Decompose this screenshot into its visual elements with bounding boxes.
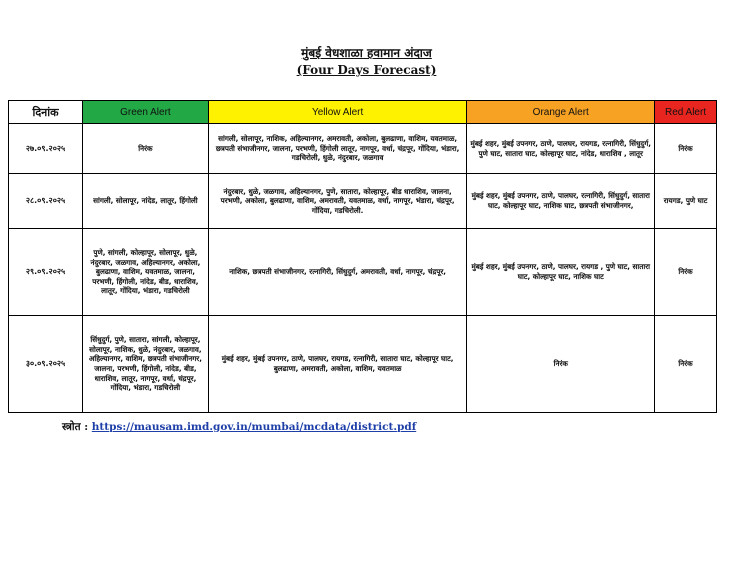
orange-alert-cell: निरंक [467, 316, 655, 413]
red-alert-cell: निरंक [655, 124, 717, 174]
date-cell: २८.०९.२०२५ [9, 174, 83, 229]
table-row [9, 316, 717, 413]
page-title: मुंबई वेधशाळा हवामान अंदाज [301, 46, 432, 60]
yellow-alert-cell: नंदुरबार, धुळे, जळगाव, अहिल्यानगर, पुणे, सातारा, कोल्हापूर, बीड धाराशिव, जालना, परभणी, अकोला, बुलढाणा, वाशिम, अमरावती, यवतमाळ, वर्धा, नागपूर, भंडारा, चंद्रपूर, गोंदिया, गडचिरोली. [208, 174, 467, 229]
date-cell: २७.०९.२०२५ [9, 124, 83, 174]
green-alert-cell: सिंधुदुर्ग, पुणे, सातारा, सांगली, कोल्हापूर, सोलापूर, नाशिक, धुळे, नंदुरबार, जळगाव, अहिल्यानगर, वाशिम, छत्रपती संभाजीनगर, जालना, परभणी, हिंगोली, नांदेड, बीड, धाराशिव, लातूर, नागपूर, वर्धा, चंद्रपूर, गोंदिया, भंडारा, गडचिरोली [83, 316, 209, 413]
green-alert-cell: सांगली, सोलापूर, नांदेड, लातूर, हिंगोली [83, 174, 209, 229]
source-label: स्त्रोत : [62, 421, 89, 433]
green-alert-cell: निरंक [83, 124, 209, 174]
header-yellow-alert: Yellow Alert [208, 101, 467, 124]
page-subtitle: (Four Days Forecast) [296, 63, 437, 77]
forecast-table [8, 100, 717, 413]
red-alert-cell: निरंक [655, 229, 717, 316]
orange-alert-cell: मुंबई शहर, मुंबई उपनगर, ठाणे, पालघर, रायगड , पुणे घाट, सातारा घाट, कोल्हापूर घाट, नाशिक घाट [467, 229, 655, 316]
yellow-alert-cell: मुंबई शहर, मुंबई उपनगर, ठाणे, पालघर, रायगड, रत्नागिरी, सातारा घाट, कोल्हापूर घाट, बुलढाणा, अमरावती, अकोला, वाशिम, यवतमाळ [208, 316, 467, 413]
table-row [9, 229, 717, 316]
source-line [62, 420, 416, 434]
header-green-alert: Green Alert [83, 101, 209, 124]
header-date: दिनांक [9, 101, 83, 124]
header-red-alert: Red Alert [655, 101, 717, 124]
table-header-row [9, 101, 717, 124]
yellow-alert-cell: सांगली, सोलापूर, नाशिक, अहिल्यानगर, अमरावती, अकोला, बुलढाणा, वाशिम, यवतमाळ, छत्रपती संभाजीनगर, जालना, परभणी, हिंगोली लातूर, नागपूर, वर्धा, चंद्रपूर, गोंदिया, भंडारा, गडचिरोली, धुळे, नंदुरबार, जळगाव [208, 124, 467, 174]
orange-alert-cell: मुंबई शहर, मुंबई उपनगर, ठाणे, पालघर, रायगड, रत्नागिरी, सिंधुदुर्ग, पुणे घाट, सातारा घाट, कोल्हापूर घाट, नांदेड, धाराशिव , लातूर [467, 124, 655, 174]
date-cell: २९.०९.२०२५ [9, 229, 83, 316]
orange-alert-cell: मुंबई शहर, मुंबई उपनगर, ठाणे, पालघर, रत्नागिरी, सिंधुदुर्ग, सातारा घाट, कोल्हापूर घाट, नाशिक घाट, छत्रपती संभाजीनगर, [467, 174, 655, 229]
table-row [9, 174, 717, 229]
red-alert-cell: निरंक [655, 316, 717, 413]
yellow-alert-cell: नाशिक, छत्रपती संभाजीनगर, रत्नागिरी, सिंधुदुर्ग, अमरावती, वर्धा, नागपूर, चंद्रपूर, [208, 229, 467, 316]
red-alert-cell: रायगड, पुणे घाट [655, 174, 717, 229]
source-link[interactable]: https://mausam.imd.gov.in/mumbai/mcdata/district.pdf [91, 421, 417, 433]
header-orange-alert: Orange Alert [467, 101, 655, 124]
date-cell: ३०.०९.२०२५ [9, 316, 83, 413]
table-row [9, 124, 717, 174]
green-alert-cell: पुणे, सांगली, कोल्हापूर, सोलापूर, धुळे, नंदुरबार, जळगाव, अहिल्यानगर, अकोला, बुलढाणा, वाशिम, यवतमाळ, जालना, परभणी, हिंगोली, नांदेड, बीड, धाराशिव, लातूर, गोंदिया, भंडारा, गडचिरोली [83, 229, 209, 316]
